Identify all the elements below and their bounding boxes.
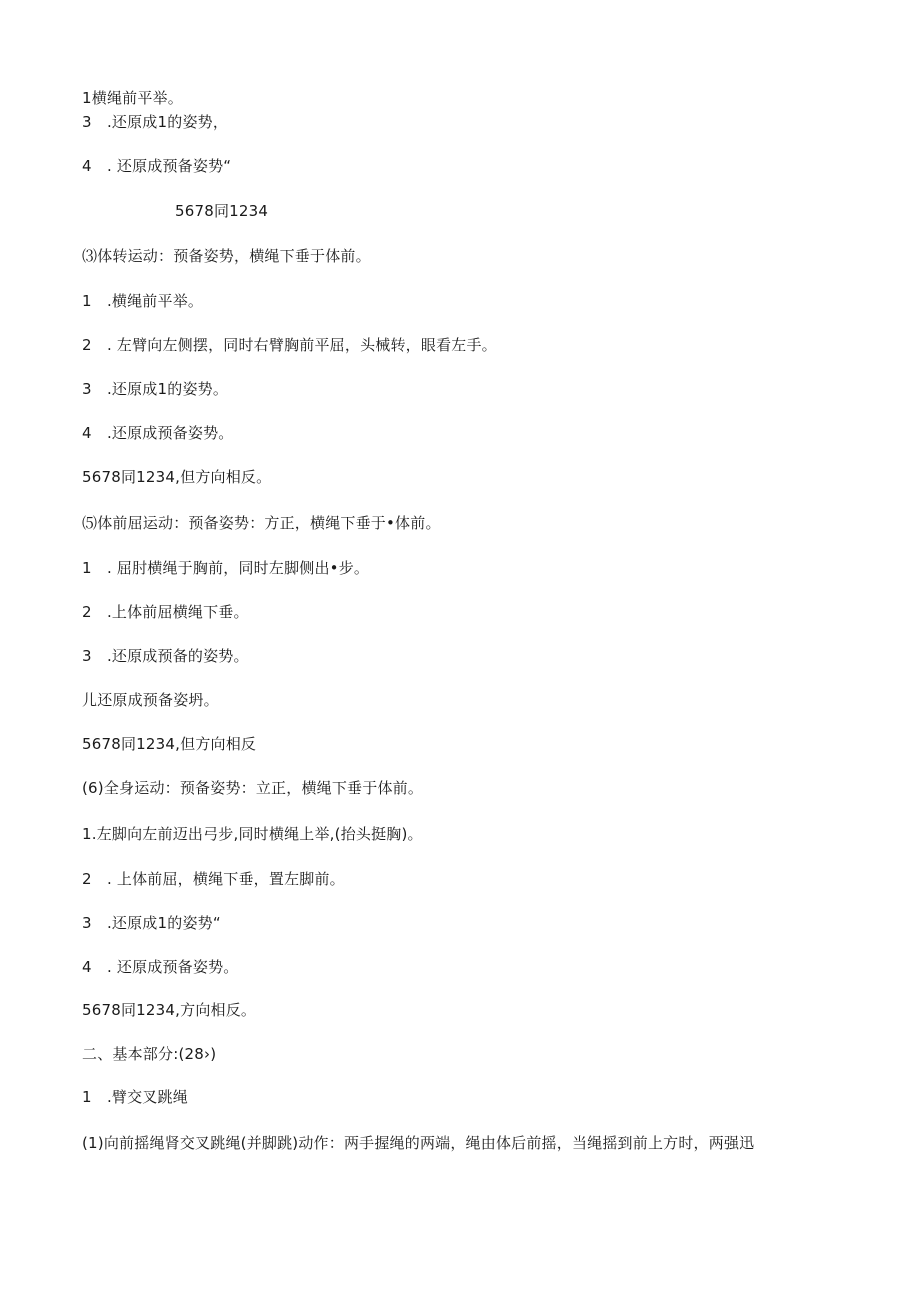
line-12: 1 . 屈肘横绳于胸前，同时左脚侧出•步。 [82, 559, 370, 577]
line-20: 3 .还原成1的姿势“ [82, 914, 221, 932]
line-22: 5678同1234,方向相反。 [82, 1001, 257, 1019]
line-19: 2 . 上体前屈，横绳下垂，置左脚前。 [82, 870, 345, 888]
line-24: 1 .臂交叉跳绳 [82, 1088, 188, 1106]
line-3: 4 . 还原成预备姿势“ [82, 157, 232, 175]
line-18: 1.左脚向左前迈出弓步,同时横绳上举,(抬头挺胸)。 [82, 825, 423, 843]
line-10: 5678同1234,但方向相反。 [82, 468, 272, 486]
line-11-section-heading: ⑸体前屈运动：预备姿势：方正，横绳下垂于•体前。 [82, 514, 441, 532]
line-4: 5678同1234 [175, 202, 269, 220]
line-17-section-heading: (6)全身运动：预备姿势：立正，横绳下垂于体前。 [82, 779, 424, 797]
line-5-section-heading: ⑶体转运动：预备姿势，横绳下垂于体前。 [82, 247, 371, 265]
line-2: 3 .还原成1的姿势， [82, 113, 229, 131]
line-25: (1)向前摇绳肾交叉跳绳(并脚跳)动作：两手握绳的两端，绳由体后前摇，当绳摇到前上方时，两强迅 [82, 1134, 755, 1152]
line-7: 2 . 左臂向左侧摆，同时右臂胸前平屈，头械转，眼看左手。 [82, 336, 497, 354]
line-16: 5678同1234,但方向相反 [82, 735, 257, 753]
line-8: 3 .还原成1的姿势。 [82, 380, 229, 398]
line-13: 2 .上体前屈横绳下垂。 [82, 603, 249, 621]
line-21: 4 . 还原成预备姿势。 [82, 958, 239, 976]
line-1: 1横绳前平举。 [82, 89, 183, 107]
line-14: 3 .还原成预备的姿势。 [82, 647, 249, 665]
line-6: 1 .横绳前平举。 [82, 292, 204, 310]
line-9: 4 .还原成预备姿势。 [82, 424, 234, 442]
line-15: 儿还原成预备姿坍。 [82, 691, 219, 709]
line-23-part-heading: 二、基本部分:(28›) [82, 1045, 217, 1063]
